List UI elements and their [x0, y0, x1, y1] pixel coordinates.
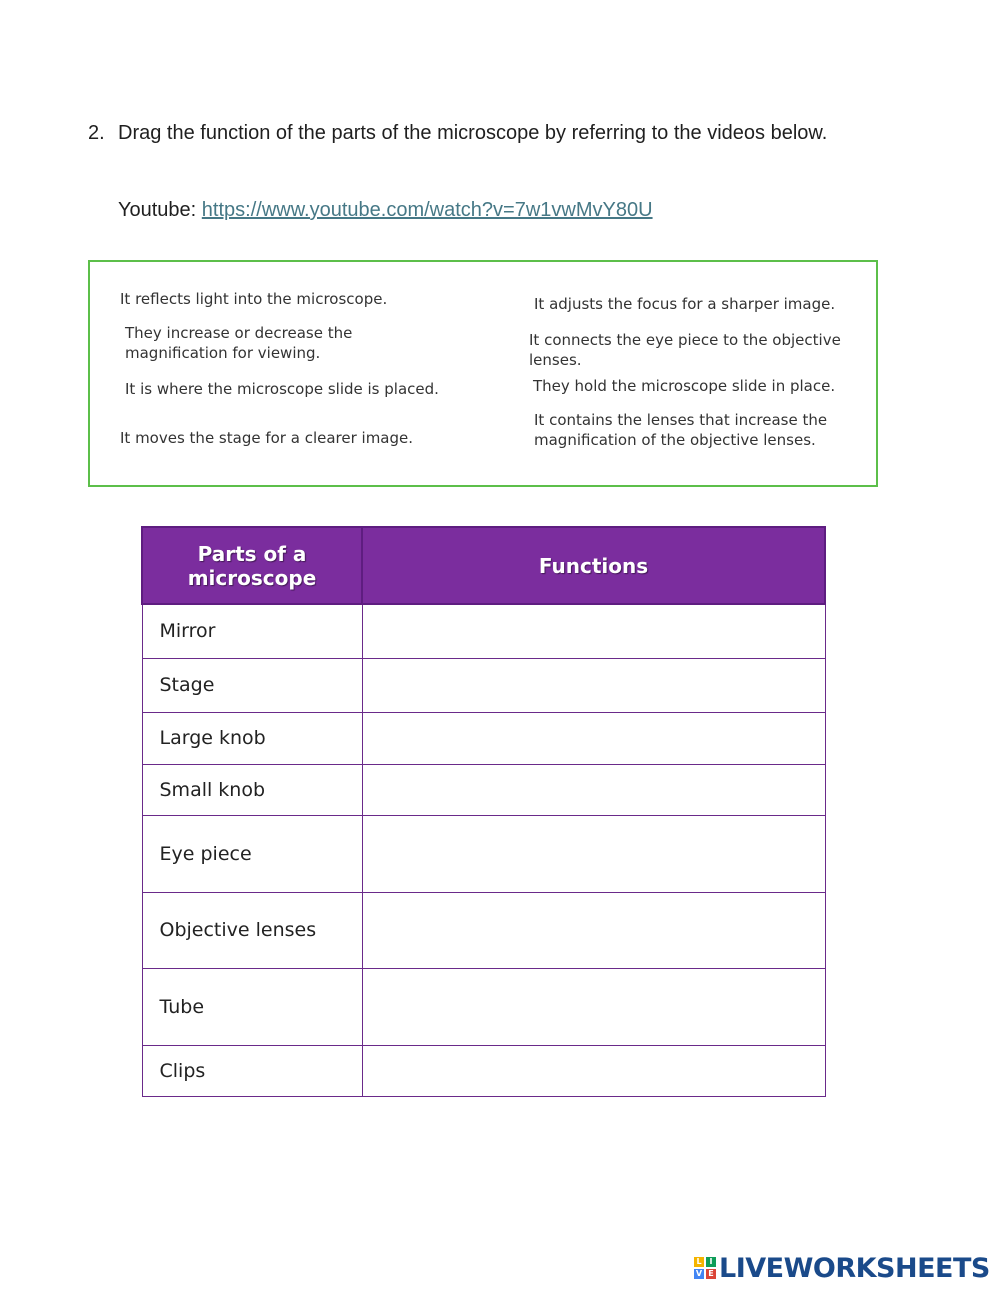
function-drop-zone[interactable] — [362, 658, 825, 712]
option-item[interactable]: It adjusts the focus for a sharper image. — [534, 295, 836, 313]
options-box — [88, 260, 878, 487]
part-cell: Mirror — [142, 604, 362, 658]
logo-text: LIVEWORKSHEETS — [719, 1252, 990, 1284]
part-cell: Eye piece — [142, 815, 362, 892]
youtube-link[interactable]: https://www.youtube.com/watch?v=7w1vwMvY80U — [201, 199, 653, 221]
function-drop-zone[interactable] — [362, 764, 825, 815]
question-number: 2. — [88, 122, 105, 144]
option-item[interactable]: They increase or decrease the magnification for viewing. — [125, 324, 353, 362]
function-drop-zone[interactable] — [362, 815, 825, 892]
youtube-label: Youtube: — [118, 199, 197, 221]
table-header-row — [142, 527, 825, 604]
part-cell: Large knob — [142, 712, 362, 764]
function-drop-zone[interactable] — [362, 604, 825, 658]
function-drop-zone[interactable] — [362, 712, 825, 764]
option-item[interactable]: It connects the eye piece to the objective lenses. — [529, 331, 841, 369]
microscope-table — [141, 526, 826, 1097]
part-cell: Objective lenses — [142, 892, 362, 968]
logo-mark-letter: V — [695, 1269, 703, 1278]
part-cell: Tube — [142, 968, 362, 1045]
table-row — [142, 968, 825, 1045]
question-block — [88, 117, 858, 149]
part-cell: Stage — [142, 658, 362, 712]
table-row — [142, 604, 825, 658]
question-text: Drag the function of the parts of the microscope by referring to the videos below. — [118, 122, 828, 144]
logo-mark-icon — [694, 1257, 716, 1279]
table-row — [142, 658, 825, 712]
option-item[interactable]: It reflects light into the microscope. — [120, 290, 388, 308]
table-row — [142, 1045, 825, 1096]
table-row — [142, 764, 825, 815]
option-item[interactable]: They hold the microscope slide in place. — [533, 377, 836, 395]
option-item[interactable]: It is where the microscope slide is placed. — [125, 380, 439, 398]
header-functions: Functions — [362, 527, 825, 604]
function-drop-zone[interactable] — [362, 1045, 825, 1096]
option-item[interactable]: It moves the stage for a clearer image. — [120, 429, 414, 447]
logo-mark-letter: E — [706, 1269, 716, 1279]
youtube-line — [118, 195, 653, 225]
table-row — [142, 892, 825, 968]
logo-mark-letter: L — [694, 1257, 704, 1267]
part-cell: Small knob — [142, 764, 362, 815]
table-row — [142, 712, 825, 764]
function-drop-zone[interactable] — [362, 892, 825, 968]
logo-mark-letter: I — [706, 1257, 716, 1267]
part-cell: Clips — [142, 1045, 362, 1096]
liveworksheets-logo — [694, 1252, 990, 1284]
function-drop-zone[interactable] — [362, 968, 825, 1045]
header-parts: Parts of a microscope — [142, 527, 362, 604]
table-row — [142, 815, 825, 892]
option-item[interactable]: It contains the lenses that increase the magnification of the objective lenses. — [534, 411, 828, 449]
